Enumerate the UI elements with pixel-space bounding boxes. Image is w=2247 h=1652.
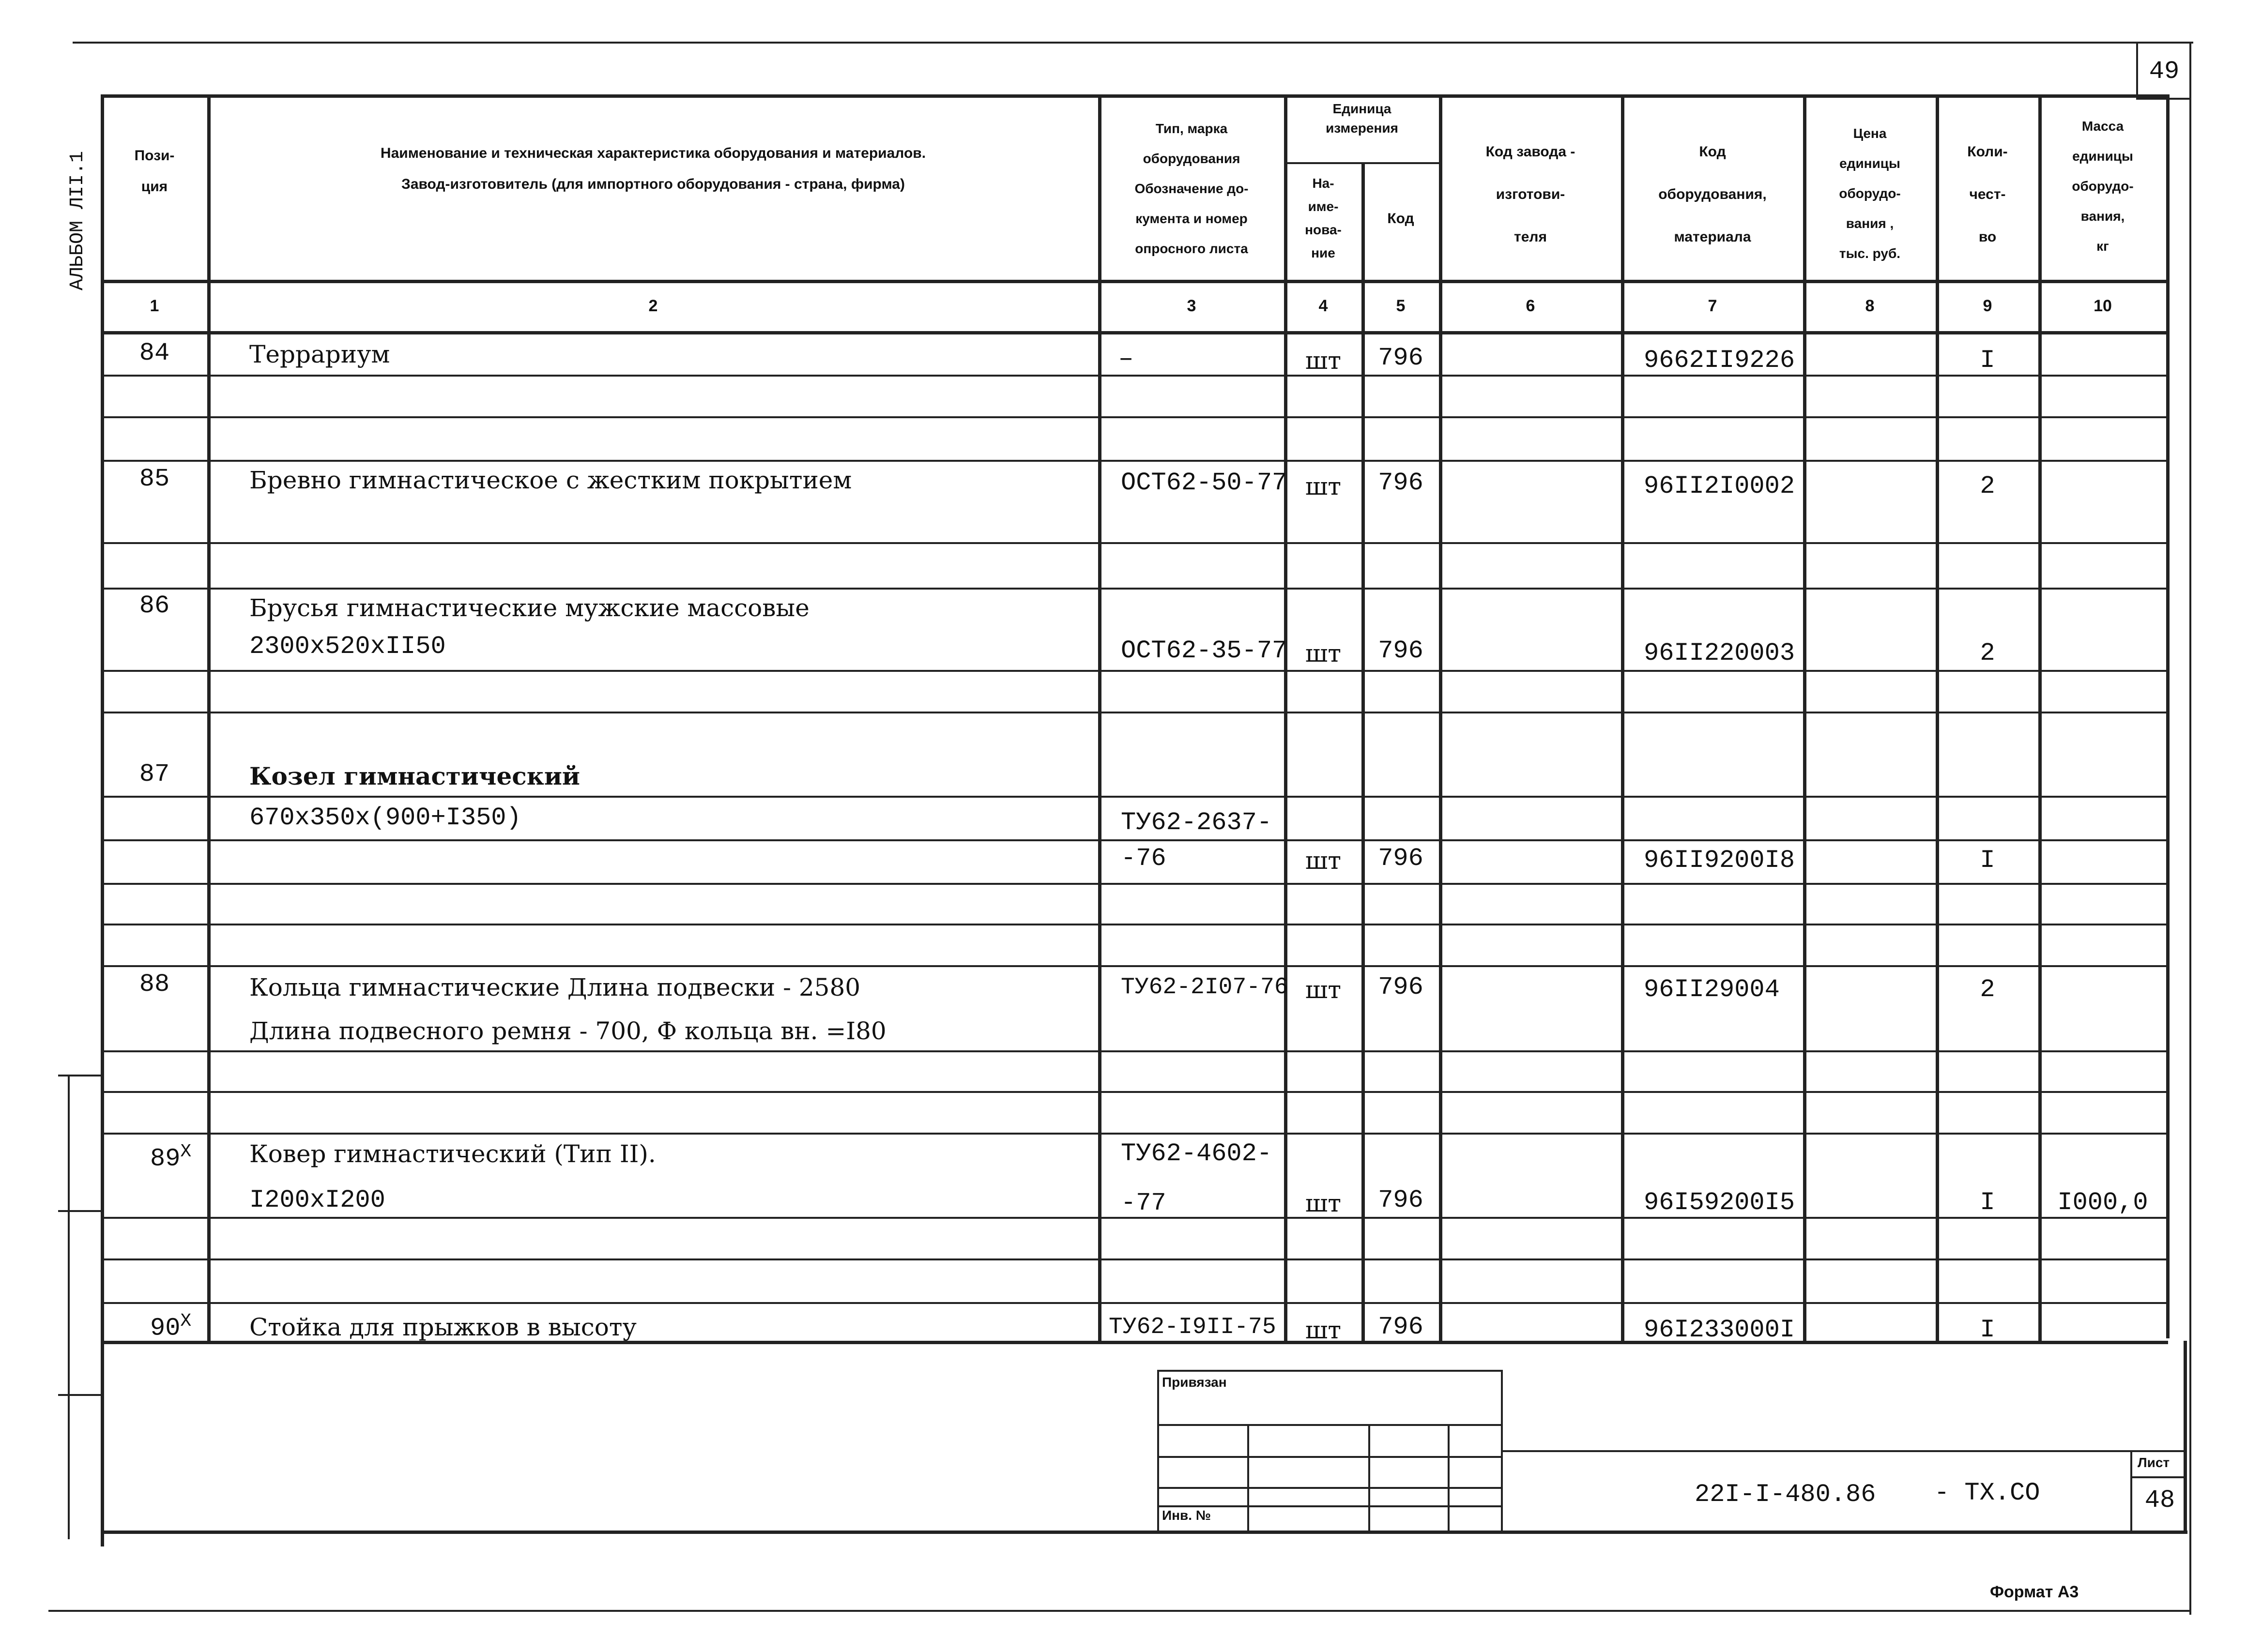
col-sep-2 — [1098, 94, 1101, 1343]
privyazan-col1 — [1247, 1424, 1249, 1532]
row85-pos: 85 — [139, 465, 170, 493]
colnum-3: 3 — [1187, 297, 1196, 315]
left-strip-h2 — [58, 1210, 102, 1212]
privyazan-label: Привязан — [1162, 1375, 1227, 1390]
right-border — [2189, 42, 2191, 1615]
row89-unit: шт — [1305, 1189, 1342, 1217]
row-line — [101, 416, 2168, 418]
sheet-number: 48 — [2144, 1486, 2175, 1515]
col-sep-6 — [1621, 94, 1624, 1343]
colnum-8: 8 — [1865, 297, 1875, 315]
row-line — [101, 1133, 2168, 1135]
left-strip-h1 — [58, 1075, 102, 1076]
row90-unit: шт — [1305, 1316, 1342, 1344]
row-line — [101, 670, 2168, 672]
row90-name: Стойка для прыжков в высоту — [249, 1313, 637, 1341]
row87-name: Козел гимнастический — [249, 762, 581, 790]
inv-no-label: Инв. № — [1162, 1508, 1211, 1523]
row90-eqcode: 96I233000I — [1644, 1316, 1795, 1344]
row85-eqcode: 96II2I0002 — [1644, 472, 1795, 500]
sheet-box-split — [2130, 1476, 2185, 1478]
row84-type: – — [1118, 345, 1134, 373]
row85-code: 796 — [1378, 469, 1423, 497]
row89-pos-number: 89 — [150, 1144, 181, 1173]
row88-code: 796 — [1378, 973, 1423, 1001]
colnum-7: 7 — [1708, 297, 1717, 315]
row90-pos — [150, 1307, 191, 1343]
row84-eqcode: 9662II9226 — [1644, 346, 1795, 375]
side-label: АЛЬБОМ ЛII.1 — [67, 151, 89, 290]
row89-pos — [150, 1137, 191, 1173]
row87-pos: 87 — [139, 760, 170, 788]
row87-eqcode: 96II9200I8 — [1644, 846, 1795, 875]
row90-type: ТУ62-I9II-75 — [1109, 1314, 1276, 1340]
row84-qty: I — [1980, 346, 1995, 375]
row86-name: Брусья гимнастические мужские массовые — [249, 594, 810, 622]
doc-code: 22I-I-480.86 — [1695, 1480, 1876, 1509]
header-unit: Единица измерения — [1326, 101, 1398, 136]
row86-type: ОСТ62-35-77 — [1121, 637, 1287, 665]
row88-unit: шт — [1305, 976, 1342, 1004]
page-number-top: 49 — [2149, 57, 2180, 86]
header-col4: На- име- нова- ние — [1305, 176, 1342, 260]
header-col9: Коли- чест- во — [1967, 144, 2008, 245]
format-label: Формат А3 — [1990, 1583, 2079, 1601]
row87-type2: -76 — [1121, 844, 1166, 873]
row88-eqcode: 96II29004 — [1644, 975, 1780, 1004]
page-number-box-left — [2136, 42, 2138, 100]
row90-pos-number: 90 — [150, 1314, 181, 1343]
row90-pos-mark: X — [180, 1311, 192, 1332]
top-border — [73, 42, 2193, 44]
row88-qty: 2 — [1980, 975, 1995, 1004]
bottom-border — [48, 1610, 2191, 1612]
row85-unit: шт — [1305, 472, 1342, 500]
privyazan-top — [1157, 1370, 1501, 1372]
colnum-6: 6 — [1526, 297, 1535, 315]
row84-pos: 84 — [139, 339, 170, 367]
row89-qty: I — [1980, 1188, 1995, 1217]
row89-type: ТУ62-4602- — [1121, 1139, 1272, 1168]
row84-code: 796 — [1378, 344, 1423, 372]
header-col7: Код оборудования, материала — [1658, 144, 1767, 245]
header-col3: Тип, марка оборудования Обозначение до- кумента и номер опросного листа — [1134, 121, 1249, 256]
left-strip-h3 — [58, 1394, 102, 1396]
row-line — [101, 712, 2168, 713]
row89-eqcode: 96I59200I5 — [1644, 1188, 1795, 1217]
row-line — [101, 965, 2168, 967]
sheet-label: Лист — [2138, 1455, 2170, 1470]
stamp-area-bottom — [101, 1531, 2187, 1534]
row88-name2: Длина подвесного ремня - 700, Ф кольца вн. =I80 — [249, 1017, 887, 1045]
row89-mass: I000,0 — [2057, 1188, 2148, 1217]
row89-type2: -77 — [1121, 1189, 1166, 1217]
row90-code: 796 — [1378, 1313, 1423, 1341]
row85-name: Бревно гимнастическое с жестким покрытием — [249, 466, 852, 494]
row84-name: Террариум — [249, 340, 390, 368]
row-line — [101, 1091, 2168, 1093]
page-number-box-bottom — [2136, 98, 2191, 100]
row86-name2: 2300x520xII50 — [249, 632, 446, 661]
row89-name: Ковер гимнастический (Тип II). — [249, 1140, 656, 1168]
colnum-4: 4 — [1318, 297, 1328, 315]
header-bottom — [101, 280, 2168, 283]
row86-code: 796 — [1378, 637, 1423, 665]
header-col10: Масса единицы оборудо- вания, кг — [2072, 119, 2134, 254]
privyazan-col2 — [1368, 1424, 1370, 1532]
row85-type: ОСТ62-50-77 — [1121, 469, 1287, 497]
header-col8: Цена единицы оборудо- вания , тыс. руб. — [1839, 126, 1901, 261]
unit-header-split — [1284, 162, 1439, 164]
header-col1: Пози- ция — [134, 148, 175, 195]
row85-qty: 2 — [1980, 472, 1995, 500]
sheet-box-left — [2130, 1450, 2132, 1532]
row-line — [101, 883, 2168, 885]
row87-qty: I — [1980, 846, 1995, 875]
row-line — [101, 542, 2168, 544]
left-strip-line — [68, 1075, 70, 1539]
row87-unit: шт — [1305, 847, 1342, 875]
privyazan-col3 — [1448, 1424, 1450, 1532]
col-sep-9 — [2038, 94, 2042, 1343]
row86-pos: 86 — [139, 591, 170, 620]
row88-name: Кольца гимнастические Длина подвески - 2580 — [249, 973, 861, 1001]
doc-suffix: - ТХ.СО — [1934, 1479, 2040, 1507]
row87-name2: 670x350x(900+I350) — [249, 803, 521, 832]
colnum-10: 10 — [2094, 297, 2112, 315]
colnum-5: 5 — [1396, 297, 1406, 315]
row-line — [101, 375, 2168, 377]
row-line — [101, 588, 2168, 590]
row86-eqcode: 96II220003 — [1644, 639, 1795, 667]
col-sep-5 — [1439, 94, 1442, 1343]
header-col2: Наименование и техническая характеристика оборудования и материалов. Завод-изготовитель (для импортного оборудования - страна, фирма) — [380, 145, 926, 192]
privyazan-left — [1157, 1370, 1159, 1532]
colnum-1: 1 — [150, 297, 159, 315]
row-line — [101, 1258, 2168, 1260]
doc-code-top — [1501, 1450, 2185, 1452]
header-col5: Код — [1387, 211, 1414, 227]
colnum-9: 9 — [1983, 297, 1992, 315]
row86-unit: шт — [1305, 639, 1342, 667]
row87-code: 796 — [1378, 844, 1423, 873]
col-sep-7 — [1803, 94, 1806, 1343]
row88-pos: 88 — [139, 970, 170, 999]
row87-type: ТУ62-2637- — [1121, 808, 1272, 837]
row86-qty: 2 — [1980, 639, 1995, 667]
row-line — [101, 839, 2168, 841]
col-sep-4 — [1361, 162, 1365, 1343]
colnum-2: 2 — [648, 297, 658, 315]
header-col6: Код завода - изготови- теля — [1485, 144, 1575, 245]
row84-unit: шт — [1305, 347, 1342, 375]
row-line — [101, 1302, 2168, 1304]
row89-pos-mark: X — [180, 1141, 192, 1162]
stamp-area-right — [2184, 1341, 2187, 1532]
row89-code: 796 — [1378, 1186, 1423, 1214]
row-line — [101, 1050, 2168, 1052]
col-sep-1 — [207, 94, 211, 1343]
row89-name2: I200xI200 — [249, 1186, 385, 1214]
row-line — [101, 924, 2168, 925]
table-top — [101, 94, 2168, 98]
col-sep-3 — [1284, 94, 1287, 1343]
col-sep-8 — [1936, 94, 1939, 1343]
colnum-bottom — [101, 331, 2168, 334]
row-line — [101, 796, 2168, 798]
row90-qty: I — [1980, 1316, 1995, 1344]
row88-type: ТУ62-2I07-76 — [1121, 974, 1288, 1000]
row-line — [101, 460, 2168, 462]
